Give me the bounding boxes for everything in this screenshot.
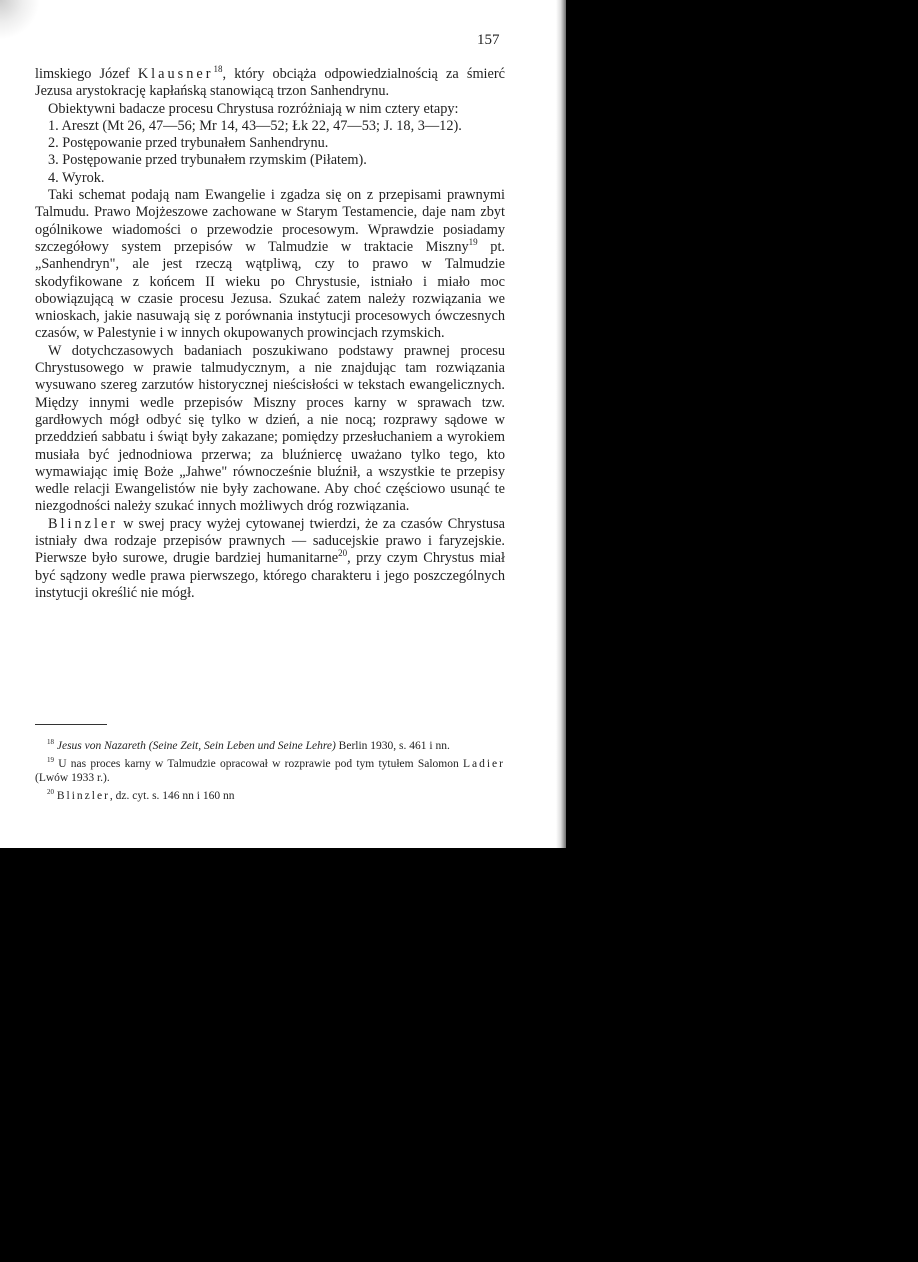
footnote-18: $^{18}$ Jesus von Nazareth (Seine Zeit, Sein Leben und Seine Lehre) Berlin 1930, s. 461 i nn. <box>47 738 450 752</box>
page-number: 157 <box>477 32 500 48</box>
scan-background-bottom <box>0 848 918 1262</box>
author-name: Klausner <box>137 66 214 82</box>
author-name: Ladier <box>462 757 505 770</box>
footnote-ref: 18 <box>213 64 223 75</box>
paragraph-5: Blinzler w swej pracy wyżej cytowanej twierdzi, że za czasów Chrystusa istniały dwa rodzaje przepisów prawnych — saducejskie prawo i faryzejskie. Pierwsze było surowe, drugie bardziej humanitarne$^{20}$, przy czym Chrystus miał być sądzony wedle prawa pierwszego, którego charakteru i jego poszczególnych instytucji określić nie mógł. <box>35 515 505 601</box>
paragraph-4: W dotychczasowych badaniach poszukiwano podstawy prawnej procesu Chrystusowego w prawie talmudycznym, a nie znajdując tam rozwiązania wysuwano szereg zarzutów historycznej nieścisłości w tekstach ewangelicznych. Między innymi wedle przepisów Miszny proces karny w sprawach tzw. gardłowych mógł odbyć się tylko w dzień, a nie nocą; rozprawy sądowe w przeddzień sabbatu i świąt były zakazane; pomiędzy przesłuchaniem a wyrokiem musiała być jednodniowa przerwa; za bluźniercę uważano tylko tego, kto wymawiając imię Boże „Jahwe" równocześnie bluźnił, a wszystkie te przepisy wedle relacji Ewangelistów nie były zachowane. Aby choć częściowo usunąć te niezgodności należy szukać innych możliwych dróg rozwiązania. <box>35 342 505 515</box>
footnotes <box>35 735 505 802</box>
paragraph-1: limskiego Józef Klausner$^{18}$, który obciąża odpowiedzialnością za śmierć Jezusa arystokrację kapłańską stanowiącą trzon Sanhendrynu. <box>35 64 505 100</box>
footnote-20: $^{20}$ Blinzler, dz. cyt. s. 146 nn i 160 nn <box>47 787 235 802</box>
scan-corner-shadow <box>0 0 40 40</box>
author-name: Blinzler <box>56 789 110 802</box>
list-item: 3. Postępowanie przed trybunałem rzymskim (Piłatem). <box>48 152 367 169</box>
footnote-ref: 20 <box>338 548 348 559</box>
list-item: 4. Wyrok. <box>48 169 105 186</box>
stages-list <box>35 118 505 187</box>
author-name: Blinzler <box>48 515 119 532</box>
list-item: 2. Postępowanie przed trybunałem Sanhendrynu. <box>48 135 329 152</box>
footnote-19: $^{19}$ U nas proces karny w Talmudzie opracował w rozprawie pod tym tytułem Salomon Ladier (Lwów 1933 r.). <box>35 755 505 784</box>
body-text <box>35 66 505 602</box>
footnote-ref: 19 <box>468 237 478 248</box>
book-title: Jesus von Nazareth (Seine Zeit, Sein Leben und Seine Lehre) <box>56 739 336 752</box>
footnote-divider <box>35 724 107 725</box>
list-item: 1. Areszt (Mt 26, 47—56; Mr 14, 43—52; Łk 22, 47—53; J. 18, 3—12). <box>48 117 462 134</box>
paragraph-3: Taki schemat podają nam Ewangelie i zgadza się on z przepisami prawnymi Talmudu. Prawo Mojżeszowe zachowane w Starym Testamencie, daje nam zbyt ogólnikowe wiadomości o przewodzie procesowym. Wprawdzie posiadamy szczegółowy system przepisów w Talmudzie w traktacie Miszny$^{19}$ pt. „Sanhendryn", ale jest rzeczą wątpliwą, czy to prawo w Talmudzie skodyfikowane z końcem II wieku po Chrystusie, istniało i miało moc obowiązującą w czasie procesu Jezusa. Szukać zatem należy rozwiązania we wnioskach, jakie nasuwają się z porównania instytucji procesowych ówczesnych czasów, w Palestynie i w innych okupowanych prowincjach rzymskich. <box>35 187 505 342</box>
scan-background-right <box>566 0 918 848</box>
paragraph-2: Obiektywni badacze procesu Chrystusa rozróżniają w nim cztery etapy: <box>48 100 459 117</box>
